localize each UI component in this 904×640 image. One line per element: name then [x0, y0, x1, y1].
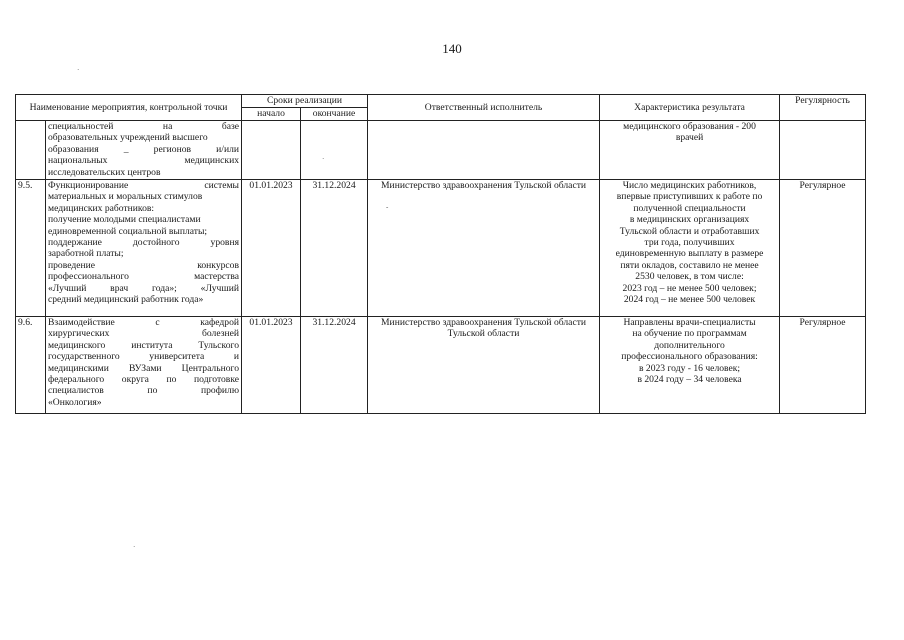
row-end: [301, 121, 368, 180]
header-result: Характеристика результата: [600, 95, 780, 121]
header-name: Наименование мероприятия, контрольной точки: [16, 95, 242, 121]
header-start: начало: [242, 108, 301, 121]
header-row: [16, 95, 866, 108]
row-end: 31.12.2024: [301, 317, 368, 414]
row-name: Функционирование системы материальных и моральных стимулов медицинских работников: получение молодыми специалистами единовременной социальной выплаты; поддержание достойного уровня заработной платы; проведение конкурсов профессионального мастерства «Лучший врач года»; «Лучший средний медицинский работник года»: [46, 180, 242, 317]
row-start: 01.01.2023: [242, 317, 301, 414]
page-number: 140: [442, 41, 462, 56]
row-name: Взаимодействие с кафедрой хирургических болезней медицинского института Тульского государственного университета и медицинскими ВУЗами Центрального федерального округа по подготовке специалистов по профилю «Онкология»: [46, 317, 242, 414]
row-regularity: Регулярное: [780, 180, 866, 317]
row-result: медицинского образования - 200 врачей: [600, 121, 780, 180]
row-name: специальностей на базе образовательных учреждений высшего образования _ регионов и/или национальных медицинских исследовательских центров: [46, 121, 242, 180]
row-executor: Министерство здравоохранения Тульской области Тульской области: [368, 317, 600, 414]
row-executor: [368, 121, 600, 180]
row-start: [242, 121, 301, 180]
scan-speck: ·: [77, 66, 80, 74]
row-executor: Министерство здравоохранения Тульской области: [368, 180, 600, 317]
header-regularity: Регулярность: [780, 95, 866, 121]
table-row: [16, 317, 866, 414]
row-number: [16, 121, 46, 180]
row-result: Число медицинских работников, впервые приступивших к работе по полученной специальности в медицинских организациях Тульской области и отработавших три года, получивших единовременную выплату в размере пяти окладов, составило не менее 2530 человек, в том числе: 2023 год – не менее 500 человек; 2024 год – не менее 500 человек: [600, 180, 780, 317]
table-row: [16, 121, 866, 180]
header-executor: Ответственный исполнитель: [368, 95, 600, 121]
header-terms: Сроки реализации: [242, 95, 368, 108]
table-row: [16, 180, 866, 317]
header-end: окончание: [301, 108, 368, 121]
row-regularity: [780, 121, 866, 180]
row-end: 31.12.2024: [301, 180, 368, 317]
row-number: 9.6.: [16, 317, 46, 414]
activities-table: [15, 94, 866, 414]
scan-speck: ·: [133, 543, 136, 551]
row-result: Направлены врачи-специалисты на обучение по программам дополнительного профессионального образования: в 2023 году - 16 человек; в 2024 году – 34 человека: [600, 317, 780, 414]
scan-speck: -: [386, 203, 389, 211]
scan-speck: ·: [322, 155, 325, 163]
row-number: 9.5.: [16, 180, 46, 317]
row-start: 01.01.2023: [242, 180, 301, 317]
row-regularity: Регулярное: [780, 317, 866, 414]
